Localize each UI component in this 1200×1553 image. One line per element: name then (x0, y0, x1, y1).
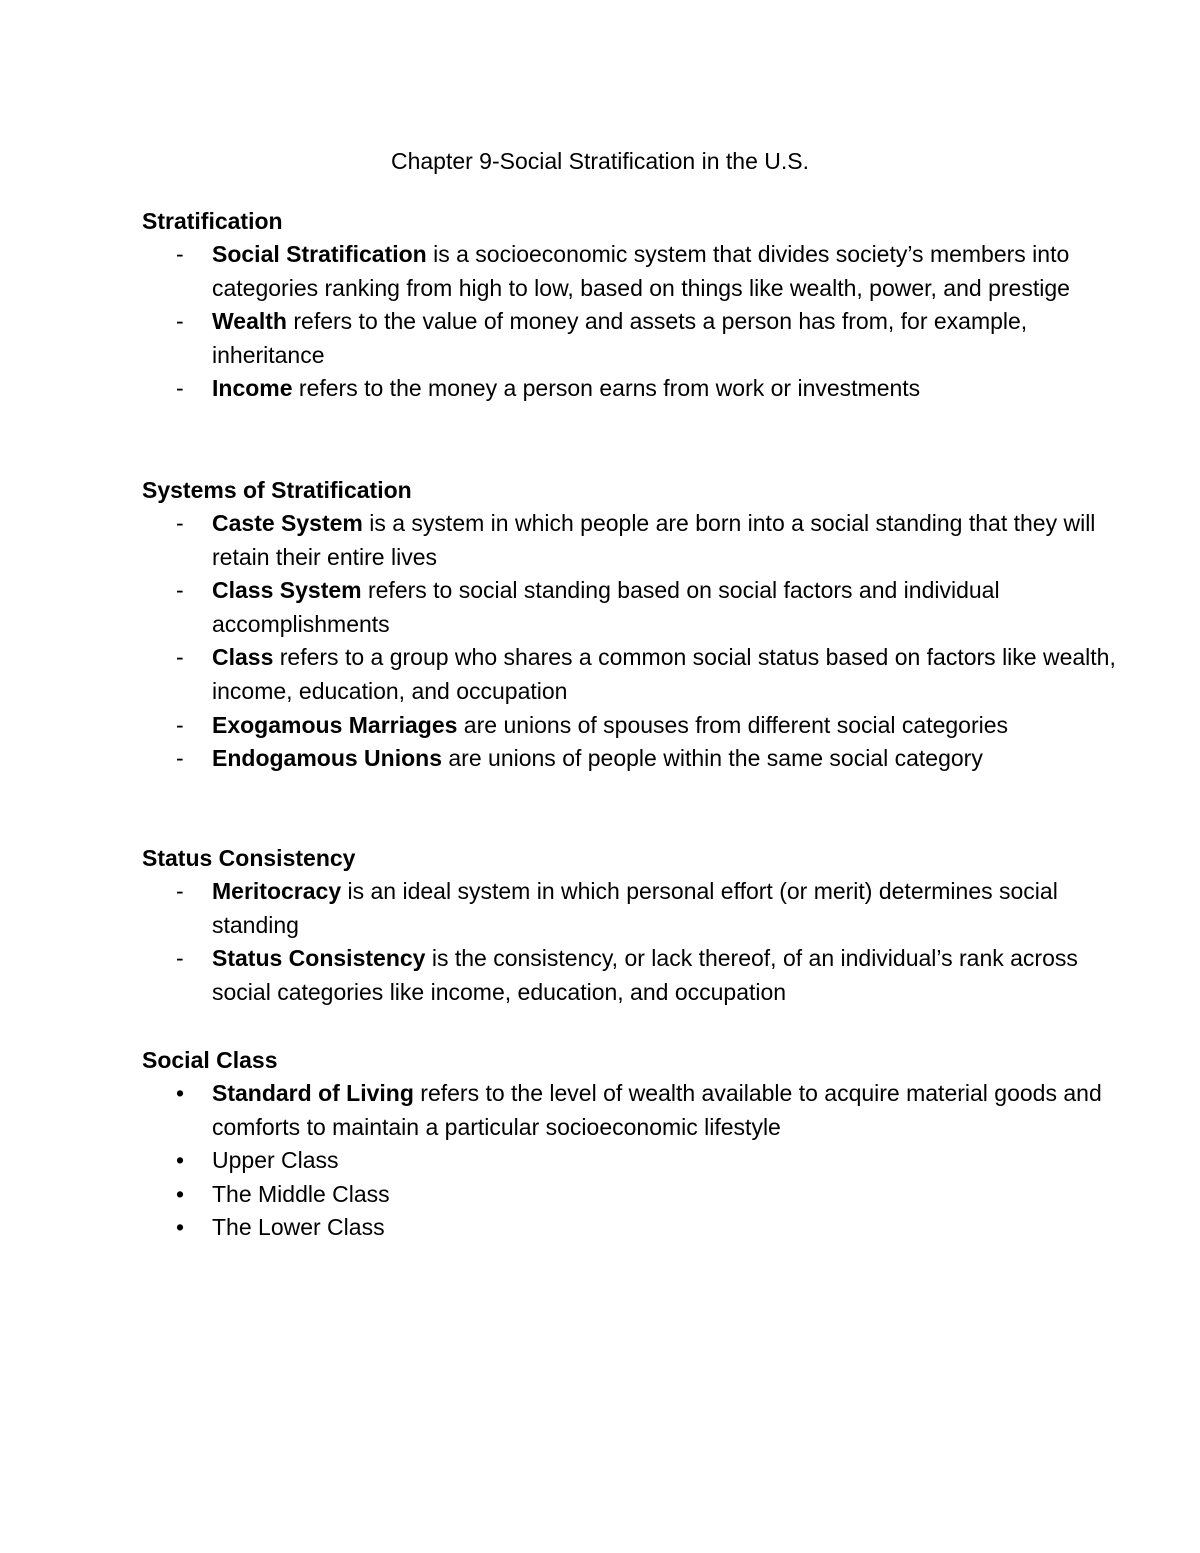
document-title: Chapter 9-Social Stratification in the U.S. (390, 148, 810, 174)
list-item (142, 1178, 1122, 1212)
list-item (142, 875, 1122, 942)
term: Social Stratification (212, 241, 427, 267)
section-systems-of-stratification (142, 473, 1122, 776)
section-status-consistency (142, 841, 1122, 1009)
bullet-marker: • (176, 1147, 185, 1174)
section-heading: Social Class (142, 1047, 278, 1073)
list-item (142, 1144, 1122, 1178)
list-item (142, 372, 1122, 406)
list-item (142, 1077, 1122, 1144)
dash-marker: - (176, 510, 184, 536)
definition: is an ideal system in which personal effort (or merit) determines social standing (212, 878, 1058, 938)
dash-marker: - (176, 711, 184, 738)
term: Wealth (212, 308, 287, 335)
term: Meritocracy (212, 878, 342, 904)
list-item-text: The Lower Class (212, 1214, 385, 1241)
dash-marker: - (176, 577, 184, 604)
list-item (142, 238, 1122, 305)
section-social-class (142, 1043, 1122, 1245)
list-item (142, 942, 1122, 1009)
bullet-marker: • (176, 1180, 185, 1207)
list-item (142, 641, 1122, 708)
bullet-marker: • (176, 1214, 185, 1241)
list-item (142, 709, 1122, 743)
definition: are unions of people within the same social category (442, 745, 983, 772)
definition: refers to a group who shares a common social status based on factors like wealth, income, education, and occupation (212, 644, 1116, 704)
list-item (142, 305, 1122, 372)
term: Endogamous Unions (212, 745, 442, 772)
dash-marker: - (176, 878, 184, 904)
definition: refers to the value of money and assets a person has from, for example, inheritance (212, 308, 1028, 368)
term: Status Consistency (212, 945, 426, 972)
dash-marker: - (176, 241, 184, 267)
list-item-text: The Middle Class (212, 1180, 390, 1207)
list-item-text: Upper Class (212, 1147, 339, 1174)
term: Exogamous Marriages (212, 711, 458, 738)
dash-marker: - (176, 308, 184, 335)
definition: refers to social standing based on social factors and individual accomplishments (212, 577, 1000, 637)
dash-marker: - (176, 945, 184, 972)
list-item (142, 574, 1122, 641)
definition: is a socioeconomic system that divides society’s members into categories ranking from high to low, based on things like wealth, power, and prestige (212, 241, 1070, 301)
section-heading: Stratification (142, 208, 283, 234)
definition: refers to the level of wealth available to acquire material goods and comforts to maintain a particular socioeconomic lifestyle (212, 1080, 1102, 1140)
definition: refers to the money a person earns from work or investments (292, 375, 921, 402)
list-item (142, 1211, 1122, 1245)
bullet-marker: • (176, 1080, 185, 1106)
term: Income (212, 375, 293, 402)
dash-marker: - (176, 644, 184, 671)
list-item (142, 507, 1122, 574)
term: Class System (212, 577, 362, 604)
section-heading: Systems of Stratification (142, 477, 412, 503)
list-item (142, 742, 1122, 776)
term: Class (212, 644, 274, 671)
definition: are unions of spouses from different social categories (457, 711, 1009, 738)
definition: is the consistency, or lack thereof, of an individual’s rank across social categories like income, education, and occupation (212, 945, 1078, 1005)
section-heading: Status Consistency (142, 845, 356, 871)
section-stratification (142, 204, 1122, 406)
term: Standard of Living (212, 1080, 414, 1106)
dash-marker: - (176, 375, 184, 402)
definition: is a system in which people are born into a social standing that they will retain their entire lives (212, 510, 1096, 570)
term: Caste System (212, 510, 363, 536)
dash-marker: - (176, 745, 184, 772)
